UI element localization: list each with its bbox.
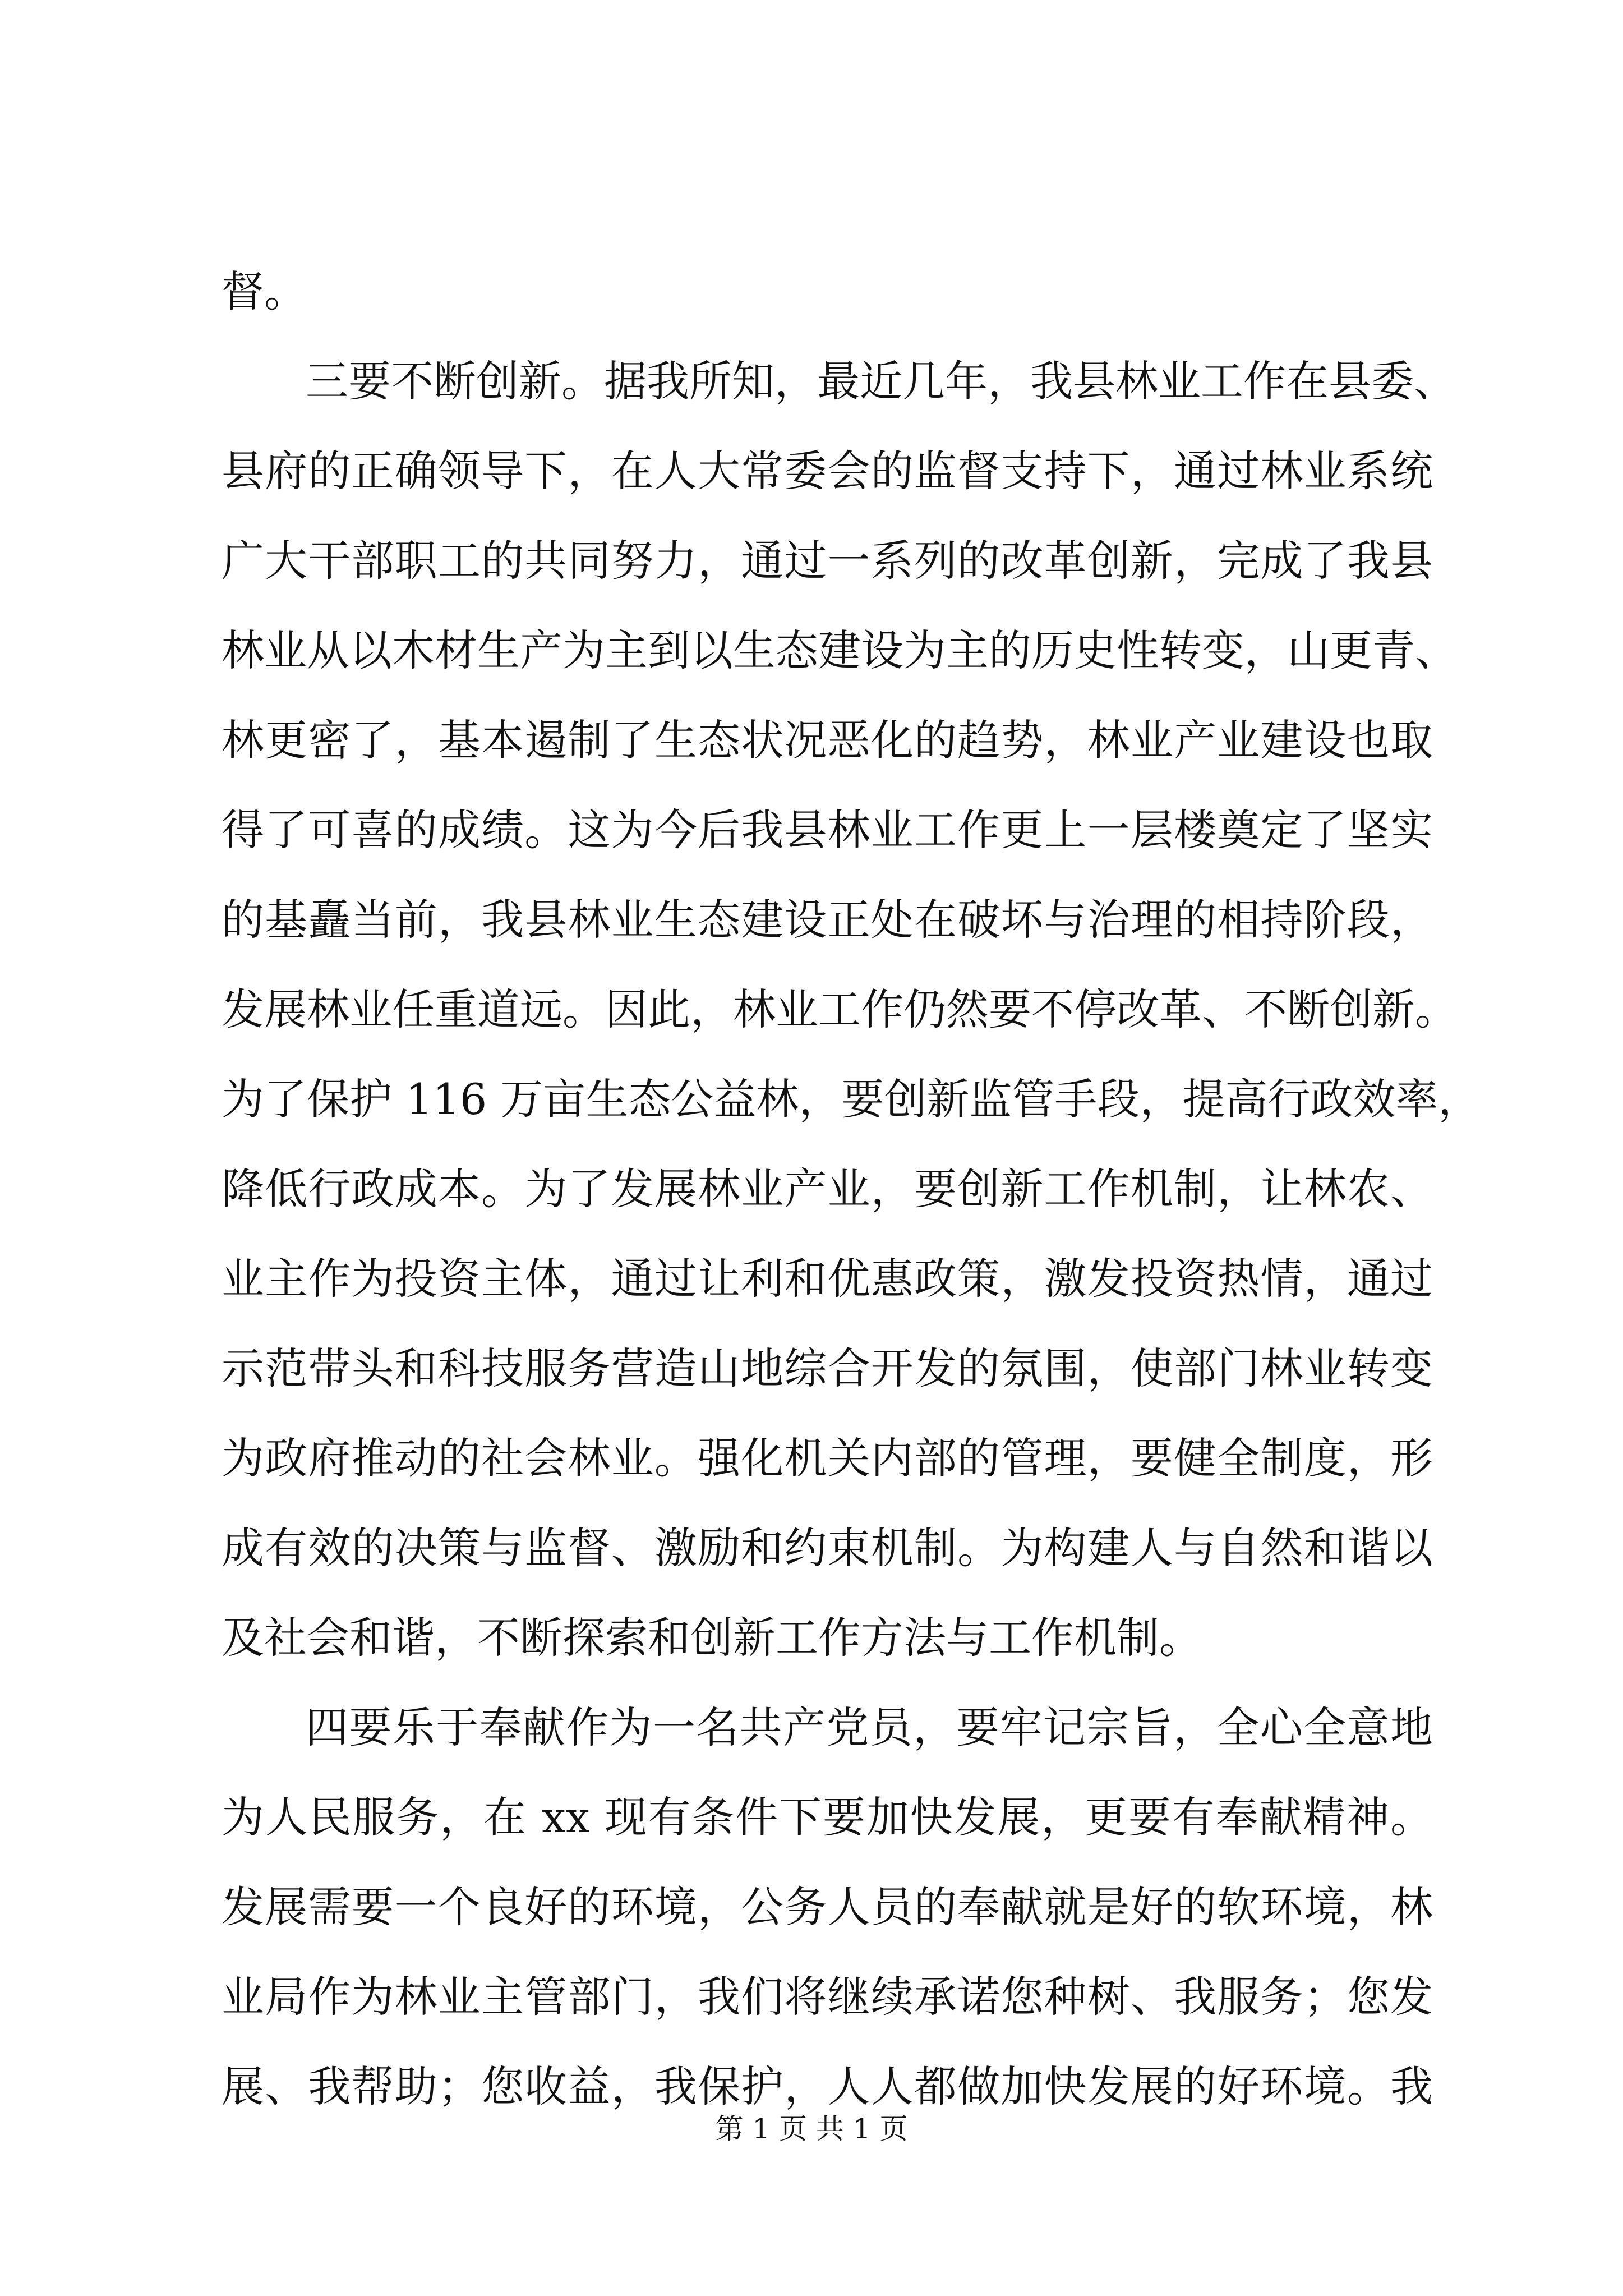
text-line-1: 督。 — [222, 266, 307, 316]
text-line-18: 为人民服务，在 xx 现有条件下要加快发展，更要有奉献精神。 — [222, 1792, 1433, 1842]
text-line-12: 业主作为投资主体，通过让利和优惠政策，激发投资热情，通过 — [222, 1254, 1433, 1304]
text-line-10: 为了保护 116 万亩生态公益林，要创新监管手段，提高行政效率， — [222, 1074, 1481, 1124]
text-line-6: 林更密了，基本遏制了生态状况恶化的趋势，林业产业建设也取 — [222, 715, 1433, 765]
text-line-16: 及社会和谐，不断探索和创新工作方法与工作机制。 — [222, 1613, 1202, 1663]
text-line-4: 广大干部职工的共同努力，通过一系列的改革创新，完成了我县 — [222, 536, 1433, 586]
text-line-15: 成有效的决策与监督、激励和约束机制。为构建人与自然和谐以 — [222, 1523, 1433, 1573]
text-line-11: 降低行政成本。为了发展林业产业，要创新工作机制，让林农、 — [222, 1164, 1433, 1214]
text-line-3: 县府的正确领导下，在人大常委会的监督支持下，通过林业系统 — [222, 446, 1433, 496]
text-line-8: 的基矗当前，我县林业生态建设正处在破坏与治理的相持阶段， — [222, 895, 1433, 945]
text-line-5: 林业从以木材生产为主到以生态建设为主的历史性转变，山更青、 — [222, 625, 1458, 675]
text-line-19: 发展需要一个良好的环境，公务人员的奉献就是好的软环境，林 — [222, 1882, 1433, 1932]
text-line-9: 发展林业任重道远。因此，林业工作仍然要不停改革、不断创新。 — [222, 984, 1458, 1034]
paragraph-4-first-line: 四要乐于奉献作为一名共产党员，要牢记宗旨，全心全意地 — [306, 1703, 1433, 1752]
text-line-7: 得了可喜的成绩。这为今后我县林业工作更上一层楼奠定了坚实 — [222, 805, 1433, 855]
text-line-20: 业局作为林业主管部门，我们将继续承诺您种树、我服务；您发 — [222, 1972, 1433, 2022]
text-line-21: 展、我帮助；您收益，我保护，人人都做加快发展的好环境。我 — [222, 2062, 1433, 2111]
text-line-13: 示范带头和科技服务营造山地综合开发的氛围，使部门林业转变 — [222, 1343, 1433, 1393]
text-line-14: 为政府推动的社会林业。强化机关内部的管理，要健全制度，形 — [222, 1433, 1433, 1483]
paragraph-3-first-line: 三要不断创新。据我所知，最近几年，我县林业工作在县委、 — [306, 356, 1456, 406]
page-number-footer: 第 1 页 共 1 页 — [715, 2113, 908, 2145]
